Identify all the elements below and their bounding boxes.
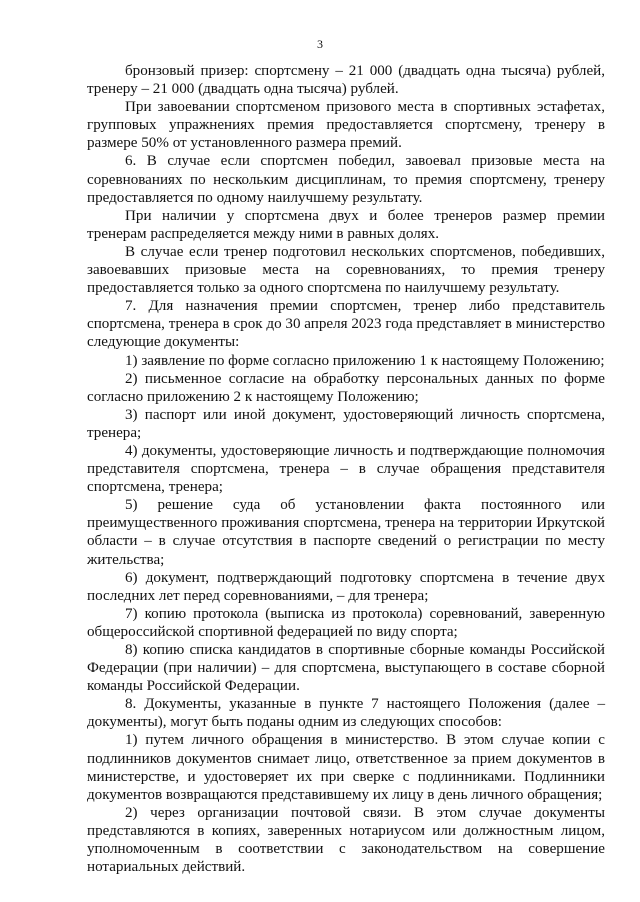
list-item-8-2: 2) через организации почтовой связи. В этом случае документы представляются в копиях, заверенных нотариусом или должностным лицом, уполномоченным в соответствии с законодательством на совершение нотариальных действий. [87, 804, 605, 876]
document-body [87, 62, 605, 876]
paragraph-item-7: 7. Для назначения премии спортсмен, тренер либо представитель спортсмена, тренера в срок до 30 апреля 2023 года представляет в министерство следующие документы: [87, 298, 605, 351]
paragraph-prize-continuation: бронзовый призер: спортсмену – 21 000 (двадцать одна тысяча) рублей, тренеру – 21 000 (двадцать одна тысяча) рублей. [87, 63, 605, 98]
list-item-7-1: 1) заявление по форме согласно приложению 1 к настоящему Положению; [125, 352, 605, 369]
list-item-7-4: 4) документы, удостоверяющие личность и подтверждающие полномочия представителя спортсмена, тренера – в случае обращения представителя спортсмена, тренера; [87, 442, 605, 496]
paragraph-relay-premium: При завоевании спортсменом призового места в спортивных эстафетах, групповых упражнениях премия предоставляется спортсмену, тренеру в размере 50% от установленного размера премий. [87, 99, 605, 152]
list-item-7-3: 3) паспорт или иной документ, удостоверяющий личность спортсмена, тренера; [87, 406, 605, 441]
paragraph-item-8: 8. Документы, указанные в пункте 7 настоящего Положения (далее – документы), могут быть поданы одним из следующих способов: [87, 696, 605, 731]
list-item-7-7: 7) копию протокола (выписка из протокола) соревнований, заверенную общероссийской спортивной федерацией по виду спорта; [87, 605, 605, 640]
paragraph-multiple-trainers: При наличии у спортсмена двух и более тренеров размер премии тренерам распределяется между ними в равных долях. [87, 207, 605, 242]
paragraph-multiple-athletes: В случае если тренер подготовил нескольких спортсменов, победивших, завоевавших призовые места на соревнованиях, то премия тренеру предоставляется только за одного спортсмена по наилучшему результату. [87, 243, 605, 297]
paragraph-item-6: 6. В случае если спортсмен победил, завоевал призовые места на соревнованиях по нескольким дисциплинам, то премия спортсмену, тренеру предоставляется по одному наилучшему результату. [87, 153, 605, 206]
list-item-7-5: 5) решение суда об установлении факта постоянного или преимущественного проживания спортсмена, тренера на территории Иркутской области – в случае отсутствия в паспорте сведений о регистрации по месту жительства; [87, 497, 605, 568]
list-item-7-8: 8) копию списка кандидатов в спортивные сборные команды Российской Федерации (при наличии) – для спортсмена, выступающего в составе сборной команды Российской Федерации. [87, 642, 605, 695]
list-item-8-1: 1) путем личного обращения в министерство. В этом случае копии с подлинников документов снимает лицо, ответственное за прием документов в министерстве, и удостоверяет их при сверке с подлинниками. Подлинники документов возвращаются представившему их лицу в день личного обращения; [87, 732, 605, 803]
page-number: 3 [317, 37, 323, 51]
list-item-7-2: 2) письменное согласие на обработку персональных данных по форме согласно приложению 2 к настоящему Положению; [87, 370, 605, 405]
list-item-7-6: 6) документ, подтверждающий подготовку спортсмена в течение двух последних лет перед соревнованиями, – для тренера; [87, 569, 605, 604]
